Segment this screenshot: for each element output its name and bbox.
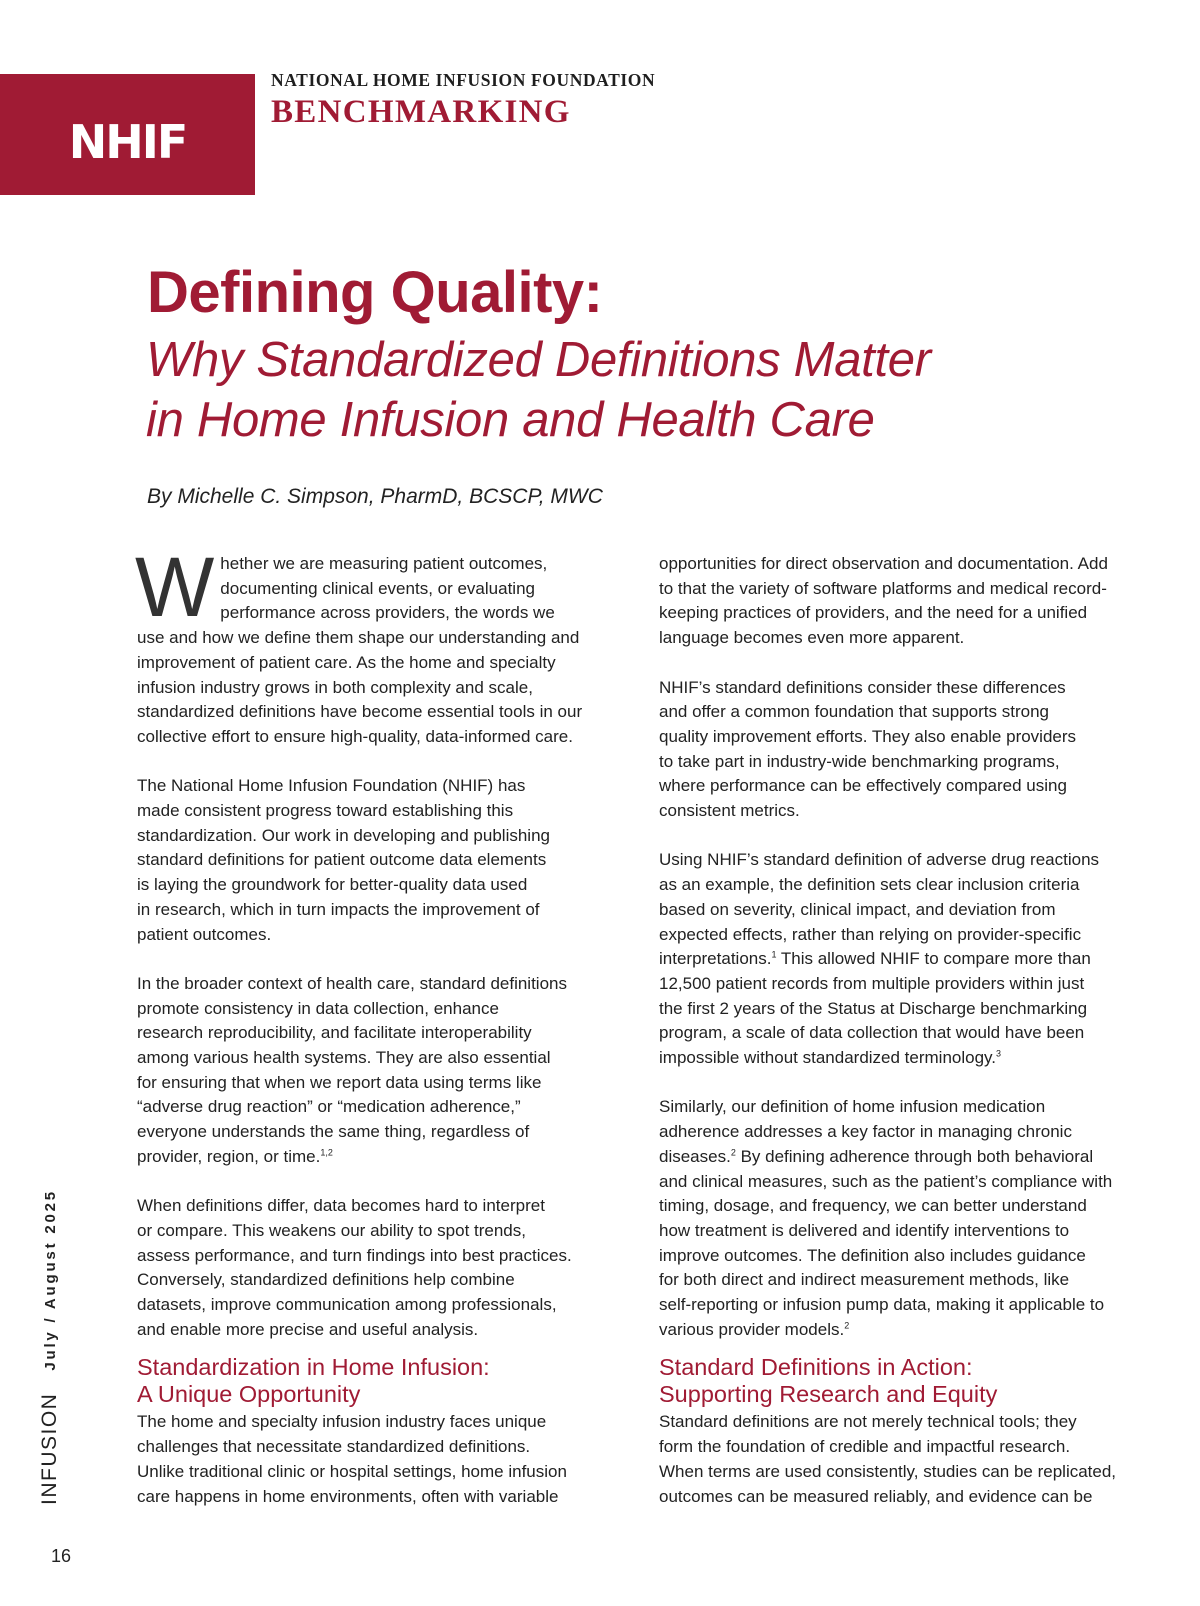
- text-line: [659, 1318, 1131, 1343]
- text-line: documenting clinical events, or evaluating: [220, 578, 535, 598]
- text-line: opportunities for direct observation and documentation. Add: [659, 554, 1108, 573]
- text-line: When definitions differ, data becomes hard to interpret: [137, 1196, 545, 1216]
- text-line: keeping practices of providers, and the need for a unified: [659, 603, 1088, 623]
- text-line: based on severity, clinical impact, and deviation from: [659, 899, 1056, 919]
- section-heading: [659, 1354, 1131, 1408]
- text-line: [659, 1145, 1131, 1170]
- text-line: consistent metrics.: [659, 801, 800, 821]
- citation-superscript: 2: [844, 1320, 850, 1331]
- text-line: program, a scale of data collection that would have been: [659, 1023, 1085, 1043]
- article-subtitle: [146, 330, 931, 450]
- right-column: [659, 552, 1131, 1509]
- text-line: to that the variety of software platforms and medical record-: [659, 578, 1107, 598]
- text-line: form the foundation of credible and impactful research.: [659, 1437, 1071, 1457]
- page-number: 16: [51, 1546, 72, 1566]
- text-line: and enable more precise and useful analysis.: [137, 1319, 479, 1339]
- text-line: care happens in home environments, often with variable: [137, 1486, 559, 1506]
- left-column: [135, 540, 609, 1509]
- subtitle-line: Why Standardized Definitions Matter: [146, 333, 931, 387]
- text-fragment: interpretations.: [659, 949, 772, 969]
- text-line: performance across providers, the words we: [220, 603, 555, 623]
- text-line: language becomes even more apparent.: [659, 628, 965, 648]
- text-fragment: This allowed NHIF to compare more than: [776, 949, 1091, 969]
- text-line: NHIF’s standard definitions consider these differences: [659, 677, 1066, 697]
- heading-line: Standardization in Home Infusion:: [137, 1354, 490, 1381]
- text-line: expected effects, rather than relying on provider-specific: [659, 924, 1082, 944]
- text-line: standardized definitions have become essential tools in our: [137, 702, 583, 722]
- text-line: to take part in industry-wide benchmarking programs,: [659, 751, 1060, 771]
- text-line: The National Home Infusion Foundation (NHIF) has: [137, 776, 526, 796]
- text-fragment: provider, region, or time.: [137, 1146, 321, 1166]
- citation-superscript: 1: [771, 949, 777, 960]
- article-title: Defining Quality:: [147, 260, 603, 325]
- issue-date: July / August 2025: [41, 1189, 59, 1371]
- text-line: infusion industry grows in both complexity and scale,: [137, 677, 533, 697]
- text-line: [659, 947, 1131, 972]
- citation-superscript: 2: [730, 1147, 736, 1158]
- paragraph: [135, 540, 609, 750]
- text-line: [659, 1046, 1131, 1071]
- text-line: When terms are used consistently, studies can be replicated,: [659, 1461, 1117, 1481]
- paragraph: [659, 848, 1131, 1070]
- text-line: outcomes can be measured reliably, and evidence can be: [659, 1486, 1093, 1506]
- text-fragment: impossible without standardized terminology.: [659, 1048, 997, 1068]
- text-line: Conversely, standardized definitions help combine: [137, 1270, 515, 1290]
- section-heading: [137, 1354, 609, 1408]
- text-line: in research, which in turn impacts the improvement of: [137, 899, 540, 919]
- section-title: BENCHMARKING: [271, 94, 571, 130]
- text-line: research reproducibility, and facilitate interoperability: [137, 1023, 532, 1043]
- text-line: patient outcomes.: [137, 924, 272, 944]
- text-line: Standard definitions are not merely technical tools; they: [659, 1412, 1077, 1432]
- text-line: 12,500 patient records from multiple providers within just: [659, 973, 1085, 993]
- text-line: improve outcomes. The definition also includes guidance: [659, 1245, 1086, 1265]
- text-line: challenges that necessitate standardized definitions.: [137, 1437, 531, 1457]
- text-fragment: various provider models.: [659, 1319, 845, 1339]
- text-line: Unlike traditional clinic or hospital settings, home infusion: [137, 1461, 567, 1481]
- text-line: timing, dosage, and frequency, we can better understand: [659, 1196, 1087, 1216]
- subtitle-line: in Home Infusion and Health Care: [146, 393, 875, 447]
- citation-superscript: 1,2: [320, 1147, 333, 1158]
- text-line: [137, 1145, 609, 1170]
- text-line: The home and specialty infusion industry faces unique: [137, 1412, 547, 1432]
- text-line: how treatment is delivered and identify interventions to: [659, 1220, 1070, 1240]
- text-line: as an example, the definition sets clear inclusion criteria: [659, 875, 1080, 895]
- text-line: standardization. Our work in developing and publishing: [137, 825, 550, 845]
- text-line: or compare. This weakens our ability to spot trends,: [137, 1220, 526, 1240]
- nhif-logo: [0, 74, 255, 195]
- paragraph: [659, 1410, 1131, 1509]
- text-line: assess performance, and turn findings into best practices.: [137, 1245, 572, 1265]
- drop-cap: W: [135, 540, 215, 634]
- text-fragment: diseases.: [659, 1146, 731, 1166]
- heading-line: Standard Definitions in Action:: [659, 1354, 973, 1381]
- text-line: is laying the groundwork for better-quality data used: [137, 875, 528, 895]
- text-line: improvement of patient care. As the home and specialty: [137, 652, 556, 672]
- paragraph: [659, 552, 1131, 651]
- text-line: Similarly, our definition of home infusion medication: [659, 1097, 1046, 1117]
- text-line: the first 2 years of the Status at Discharge benchmarking: [659, 998, 1088, 1018]
- citation-superscript: 3: [996, 1048, 1002, 1059]
- magazine-name: INFUSION: [38, 1392, 61, 1505]
- text-line: everyone understands the same thing, regardless of: [137, 1122, 530, 1142]
- text-line: promote consistency in data collection, enhance: [137, 998, 499, 1018]
- text-line: self-reporting or infusion pump data, making it applicable to: [659, 1295, 1105, 1315]
- text-line: hether we are measuring patient outcomes,: [220, 554, 548, 573]
- text-line: and offer a common foundation that supports strong: [659, 702, 1049, 722]
- heading-line: A Unique Opportunity: [137, 1381, 361, 1408]
- paragraph: [137, 972, 609, 1170]
- text-line: where performance can be effectively compared using: [659, 776, 1067, 796]
- byline: By Michelle C. Simpson, PharmD, BCSCP, MWC: [147, 485, 603, 508]
- paragraph: [137, 1410, 609, 1509]
- paragraph: [659, 1095, 1131, 1342]
- text-line: among various health systems. They are also essential: [137, 1048, 551, 1068]
- text-line: for ensuring that when we report data using terms like: [137, 1072, 542, 1092]
- text-line: Using NHIF’s standard definition of adverse drug reactions: [659, 850, 1100, 870]
- vertical-footer: [36, 1185, 64, 1505]
- text-fragment: By defining adherence through both behavioral: [735, 1146, 1094, 1166]
- text-line: and clinical measures, such as the patient’s compliance with: [659, 1171, 1113, 1191]
- text-line: for both direct and indirect measurement methods, like: [659, 1270, 1070, 1290]
- text-line: “adverse drug reaction” or “medication adherence,”: [137, 1097, 521, 1117]
- text-line: collective effort to ensure high-quality, data-informed care.: [137, 726, 573, 746]
- logo-text: NHIF: [68, 114, 187, 169]
- text-line: made consistent progress toward establishing this: [137, 801, 514, 821]
- text-line: adherence addresses a key factor in managing chronic: [659, 1122, 1072, 1142]
- paragraph: [137, 774, 609, 947]
- heading-line: Supporting Research and Equity: [659, 1381, 998, 1408]
- text-line: standard definitions for patient outcome data elements: [137, 850, 547, 870]
- paragraph: [659, 676, 1131, 824]
- text-line: quality improvement efforts. They also enable providers: [659, 726, 1077, 746]
- organization-kicker: NATIONAL HOME INFUSION FOUNDATION: [271, 70, 656, 90]
- paragraph: [137, 1194, 609, 1342]
- text-line: use and how we define them shape our understanding and: [137, 628, 580, 648]
- text-line: In the broader context of health care, standard definitions: [137, 973, 567, 993]
- text-line: datasets, improve communication among professionals,: [137, 1295, 557, 1315]
